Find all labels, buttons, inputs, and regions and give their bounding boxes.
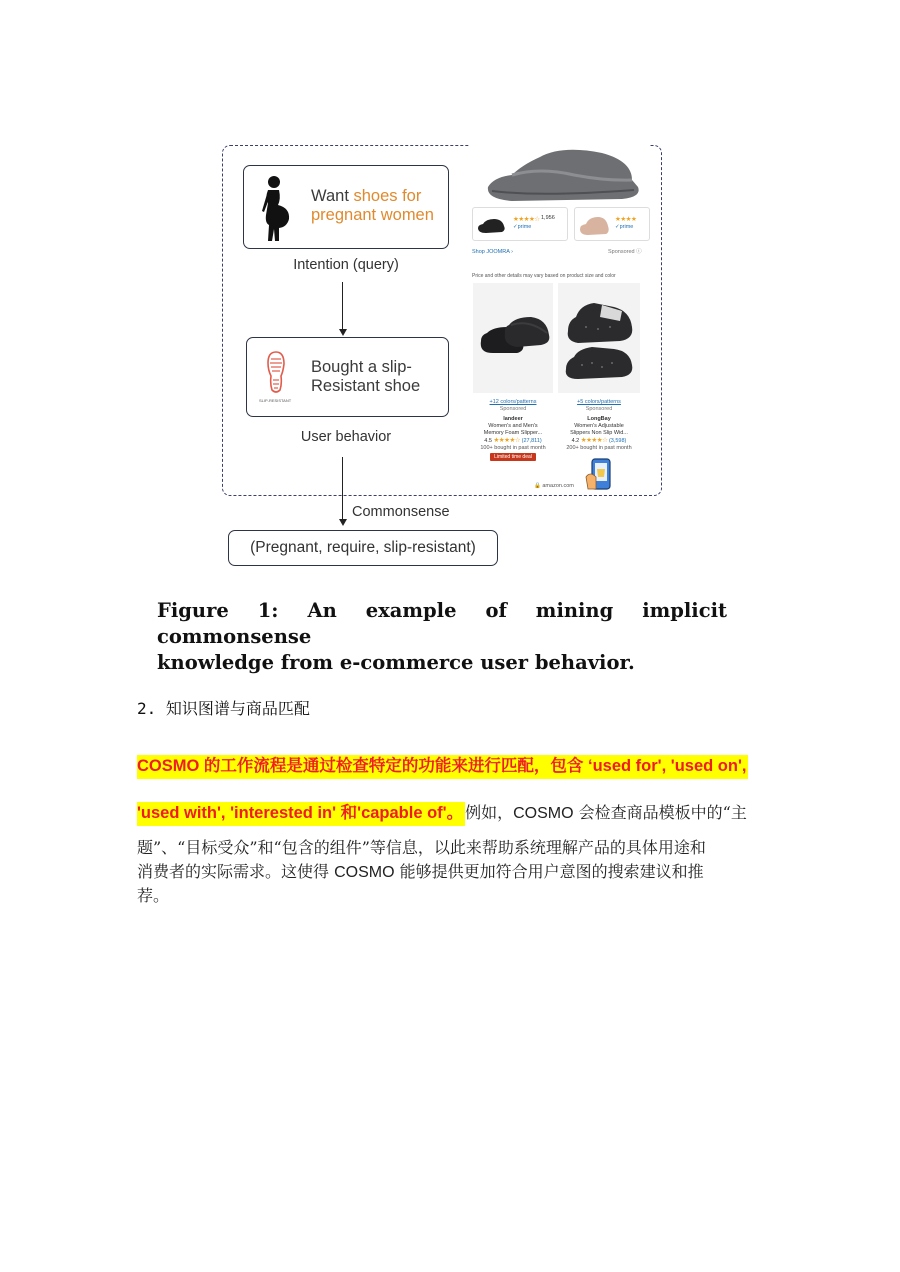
product-image-1[interactable] xyxy=(473,283,553,393)
p2-stars-icon: ★★★★☆ xyxy=(580,437,608,444)
shoe-sole-icon xyxy=(266,350,286,394)
shop-footer: 🔒 amazon.com xyxy=(534,483,574,489)
p2-title-1[interactable]: Women's Adjustable xyxy=(574,423,624,429)
para-text-4b: COSMO xyxy=(334,864,395,881)
prime-badge: ✓prime xyxy=(513,224,532,230)
query-caption: Intention (query) xyxy=(293,257,399,273)
thumb1-rating: 1,956 xyxy=(541,215,555,221)
product-thumbnail[interactable] xyxy=(472,207,568,241)
figure-caption xyxy=(157,598,727,676)
shopping-phone-icon xyxy=(584,457,618,491)
commonsense-triple: (Pregnant, require, slip-resistant) xyxy=(250,539,476,556)
slide-sandal-image xyxy=(482,147,642,205)
p2-title-2[interactable]: Slippers Non Slip Wid... xyxy=(570,430,628,436)
highlighted-text-2: 'used with', 'interested in' 和'capable of'。 xyxy=(137,802,465,826)
arrow-head xyxy=(339,329,347,336)
prime-badge-2: ✓prime xyxy=(615,224,634,230)
rating-stars-icon-2: ★★★★ xyxy=(615,215,637,223)
para-text-4c: 能够提供更加符合用户意图的搜索建议和推 xyxy=(394,862,704,881)
black-clog-slipper-image xyxy=(477,307,551,367)
sponsored-label: Sponsored ⓘ xyxy=(608,249,642,255)
p1-bought: 100+ bought in past month xyxy=(480,445,546,451)
behavior-text-line1: Bought a slip- xyxy=(311,358,412,376)
para-text-2b: COSMO xyxy=(513,805,574,822)
rating-stars-icon: ★★★★☆ xyxy=(513,215,540,223)
query-text-highlight: shoes for xyxy=(353,187,422,205)
section-heading: 2. 知识图谱与商品匹配 xyxy=(137,699,310,718)
paragraph-line-2 xyxy=(137,799,767,823)
paragraph-line-3: 题”、“目标受众”和“包含的组件”等信息，以此来帮助系统理解产品的具体用途和 xyxy=(137,838,706,857)
commonsense-caption: Commonsense xyxy=(352,504,450,520)
product-image-2[interactable] xyxy=(558,283,640,393)
p2-colors[interactable]: +5 colors/patterns xyxy=(577,399,621,405)
behavior-text-line2: Resistant shoe xyxy=(311,377,421,395)
p1-count[interactable]: (27,811) xyxy=(521,438,542,444)
p1-colors[interactable]: +12 colors/patterns xyxy=(489,399,537,405)
p1-sponsored: Sponsored xyxy=(499,406,527,412)
p1-stars-icon: ★★★★☆ xyxy=(493,437,521,444)
query-node xyxy=(243,165,449,249)
behavior-caption: User behavior xyxy=(300,429,392,445)
figure-1 xyxy=(222,145,664,570)
highlight-line-1 xyxy=(137,752,767,776)
tan-slide-thumb xyxy=(578,214,610,236)
para-text-4a: 消费者的实际需求。这使得 xyxy=(137,862,335,881)
p2-count[interactable]: (3,598) xyxy=(608,438,627,444)
figure-caption-line2: knowledge from e-commerce user behavior. xyxy=(157,651,635,674)
p2-brand: LongBay xyxy=(587,416,611,422)
p1-title-2[interactable]: Memory Foam Slipper... xyxy=(483,430,543,436)
product-screenshot xyxy=(470,145,650,495)
arrow-down xyxy=(342,282,343,330)
query-text-highlight-2: pregnant women xyxy=(311,206,434,224)
p1-rating: 4.5 xyxy=(484,438,492,444)
product-thumbnail-2[interactable] xyxy=(574,207,650,241)
price-note: Price and other details may vary based on product size and color xyxy=(472,273,616,279)
limited-deal-badge: Limited time deal xyxy=(490,453,536,461)
p1-brand: landeer xyxy=(503,416,523,422)
triple-node xyxy=(228,530,498,566)
p1-title-1[interactable]: Women's and Men's xyxy=(488,423,538,429)
p2-bought: 200+ bought in past month xyxy=(566,445,632,451)
adjustable-slipper-image xyxy=(562,297,638,383)
figure-caption-line1: Figure 1: An example of mining implicit commonsense xyxy=(157,599,727,648)
paragraph-line-4 xyxy=(137,859,767,882)
arrow-down-2 xyxy=(342,457,343,521)
p2-sponsored: Sponsored xyxy=(585,406,613,412)
black-slide-thumb xyxy=(476,216,506,234)
query-text-prefix: Want xyxy=(311,187,354,205)
p2-rating: 4.2 xyxy=(571,438,580,444)
pregnant-woman-icon xyxy=(260,175,294,243)
slip-resistant-label: SLIP-RESISTANT xyxy=(259,398,292,403)
behavior-node xyxy=(246,337,449,417)
shop-link[interactable]: Shop JOOMRA › xyxy=(472,249,513,255)
para-text-2a: 例如， xyxy=(465,803,514,822)
arrow-head-2 xyxy=(339,519,347,526)
highlighted-text-1: COSMO 的工作流程是通过检查特定的功能来进行匹配，包含 ‘used for', 'used on', xyxy=(137,755,748,779)
paragraph-line-5: 荐。 xyxy=(137,886,170,905)
para-text-2c: 会检查商品模板中的“主 xyxy=(573,803,747,822)
